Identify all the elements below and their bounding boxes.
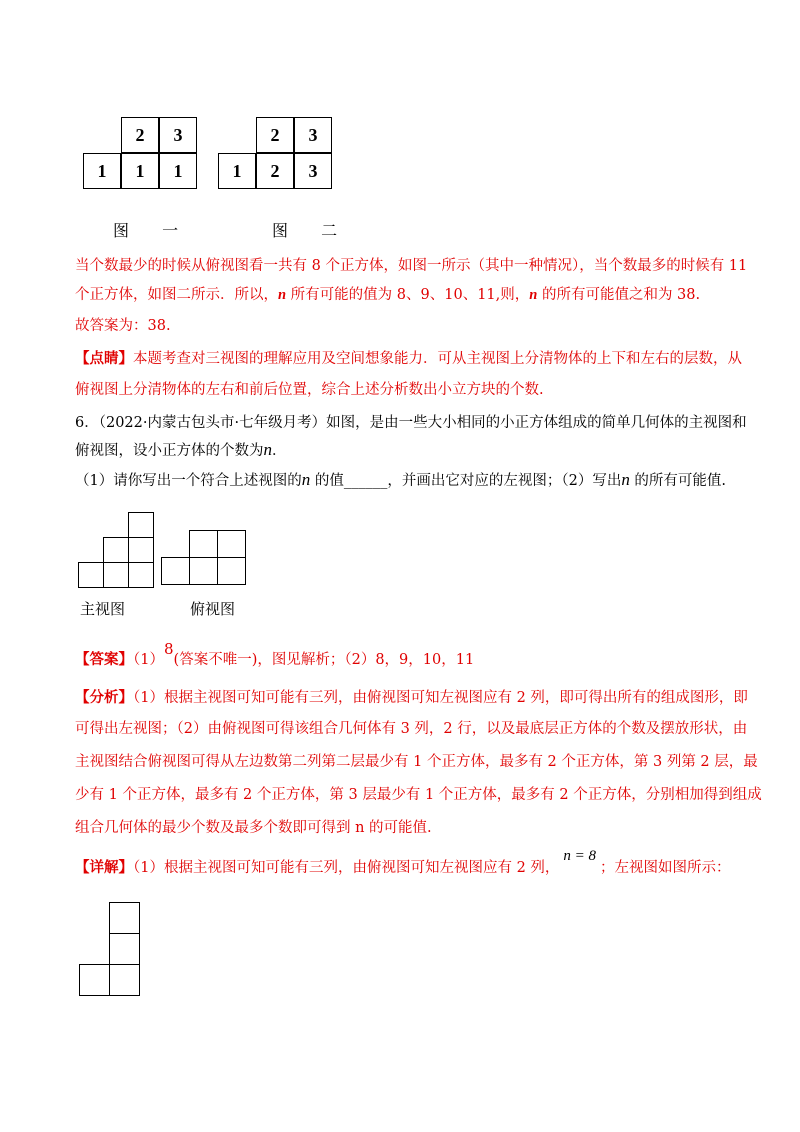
answer-tag: 【答案】	[75, 651, 133, 668]
comment-tag: 【点睛】	[75, 350, 133, 367]
top-view-label: 俯视图	[190, 600, 236, 618]
question-6-line-3	[75, 470, 726, 491]
question-6-line-1: 6．（2022·内蒙古包头市·七年级月考）如图，是由一些大小相同的小正方体组成的简单几何体的主视图和	[75, 415, 747, 431]
question-6-line-3-b: 的值______，并画出它对应的左视图；（2）写出	[310, 473, 622, 489]
variable-n: n	[529, 287, 538, 303]
fig2-caption: 图 二	[272, 221, 352, 240]
fig2-cell-top-2: 3	[294, 117, 332, 153]
analysis-line-1	[75, 688, 748, 708]
detail-text-a: （1）根据主视图可知可能有三列，由俯视图可知左视图应有 2 列，	[133, 860, 560, 876]
question-6-line-3-a: （1）请你写出一个符合上述视图的	[75, 473, 302, 489]
solution-line-2-c: 的所有可能值之和为 38.	[537, 287, 701, 303]
comment-line-2: 俯视图上分清物体的左右和前后位置，综合上述分析数出小立方块的个数.	[75, 382, 544, 398]
main-view-label: 主视图	[80, 600, 126, 618]
detail-equation: n = 8	[563, 848, 597, 864]
fig2-cell-top-1: 2	[256, 117, 294, 153]
fig2-cell-bottom-3: 3	[294, 153, 332, 189]
variable-n: n	[301, 470, 311, 489]
top-view-cube	[161, 557, 190, 585]
left-view-cube	[109, 933, 140, 965]
answer-rest: (答案不唯一)，图见解析；（2）8，9，10，11	[173, 652, 475, 668]
fig1-cell-top-1: 2	[121, 117, 159, 153]
top-view-cube	[217, 530, 246, 558]
main-view-cube	[103, 537, 129, 563]
fig1-cell-bottom-1: 1	[83, 153, 121, 189]
analysis-line-4: 少有 1 个正方体，最多有 2 个正方体，第 3 层最少有 1 个正方体，最多有 2 个正方体，分别相加得到组成	[75, 787, 762, 803]
variable-n: n	[621, 470, 630, 489]
variable-n: n	[278, 287, 287, 303]
detail-tag: 【详解】	[75, 859, 133, 876]
main-view-cube	[128, 512, 154, 538]
left-view-cube	[109, 964, 140, 996]
main-view-cube	[103, 562, 129, 588]
fig1-cell-bottom-3: 1	[159, 153, 197, 189]
answer-line	[75, 640, 475, 670]
fig1-cell-bottom-2: 1	[121, 153, 159, 189]
detail-text-b: ；左视图如图所示：	[600, 860, 731, 876]
left-view-cube	[79, 964, 110, 996]
comment-line-1	[75, 349, 742, 369]
main-view-cube	[128, 537, 154, 563]
answer-value: 8	[163, 640, 174, 658]
question-6-line-2	[75, 440, 287, 461]
detail-line	[75, 848, 731, 878]
analysis-text-1: （1）根据主视图可知可能有三列，由俯视图可知左视图应有 2 列，即可得出所有的组成图形，即	[133, 690, 748, 706]
comment-text-1: 本题考查对三视图的理解应用及空间想象能力．可从主视图上分清物体的上下和左右的层数，从	[133, 351, 742, 367]
analysis-line-3: 主视图结合俯视图可得从左边数第二列第二层最少有 1 个正方体，最多有 2 个正方体，第 3 列第 2 层，最	[75, 754, 758, 770]
top-view-cube	[189, 557, 218, 585]
solution-line-2-b: 所有可能的值为 8、9、10、11,则，	[286, 287, 530, 303]
left-view-cube	[109, 902, 140, 934]
question-6-line-2-a: 俯视图，设小正方体的个数为	[75, 443, 264, 459]
solution-answer: 故答案为：38.	[75, 318, 171, 334]
answer-part-1: （1）	[133, 652, 164, 668]
analysis-line-2: 可得出左视图；（2）由俯视图可得该组合几何体有 3 列，2 行，以及最底层正方体的个数及摆放形状，由	[75, 721, 748, 737]
solution-line-2	[75, 285, 700, 305]
main-view-cube	[78, 562, 104, 588]
top-view-cube	[189, 530, 218, 558]
main-view-cube	[128, 562, 154, 588]
variable-n: n	[263, 440, 272, 459]
question-6-line-2-b: ．	[272, 443, 287, 459]
fig1-cell-top-2: 3	[159, 117, 197, 153]
fig2-cell-bottom-1: 1	[218, 153, 256, 189]
solution-line-1: 当个数最少的时候从俯视图看一共有 8 个正方体，如图一所示（其中一种情况），当个数最多的时候有 11	[75, 258, 748, 274]
fig1-caption: 图 一	[113, 221, 193, 240]
top-view-cube	[217, 557, 246, 585]
analysis-line-5: 组合几何体的最少个数及最多个数即可得到 n 的可能值.	[75, 820, 432, 836]
question-6-line-3-c: 的所有可能值.	[629, 473, 727, 489]
fig2-cell-bottom-2: 2	[256, 153, 294, 189]
analysis-tag: 【分析】	[75, 689, 133, 706]
solution-line-2-a: 个正方体，如图二所示．所以，	[75, 287, 278, 303]
